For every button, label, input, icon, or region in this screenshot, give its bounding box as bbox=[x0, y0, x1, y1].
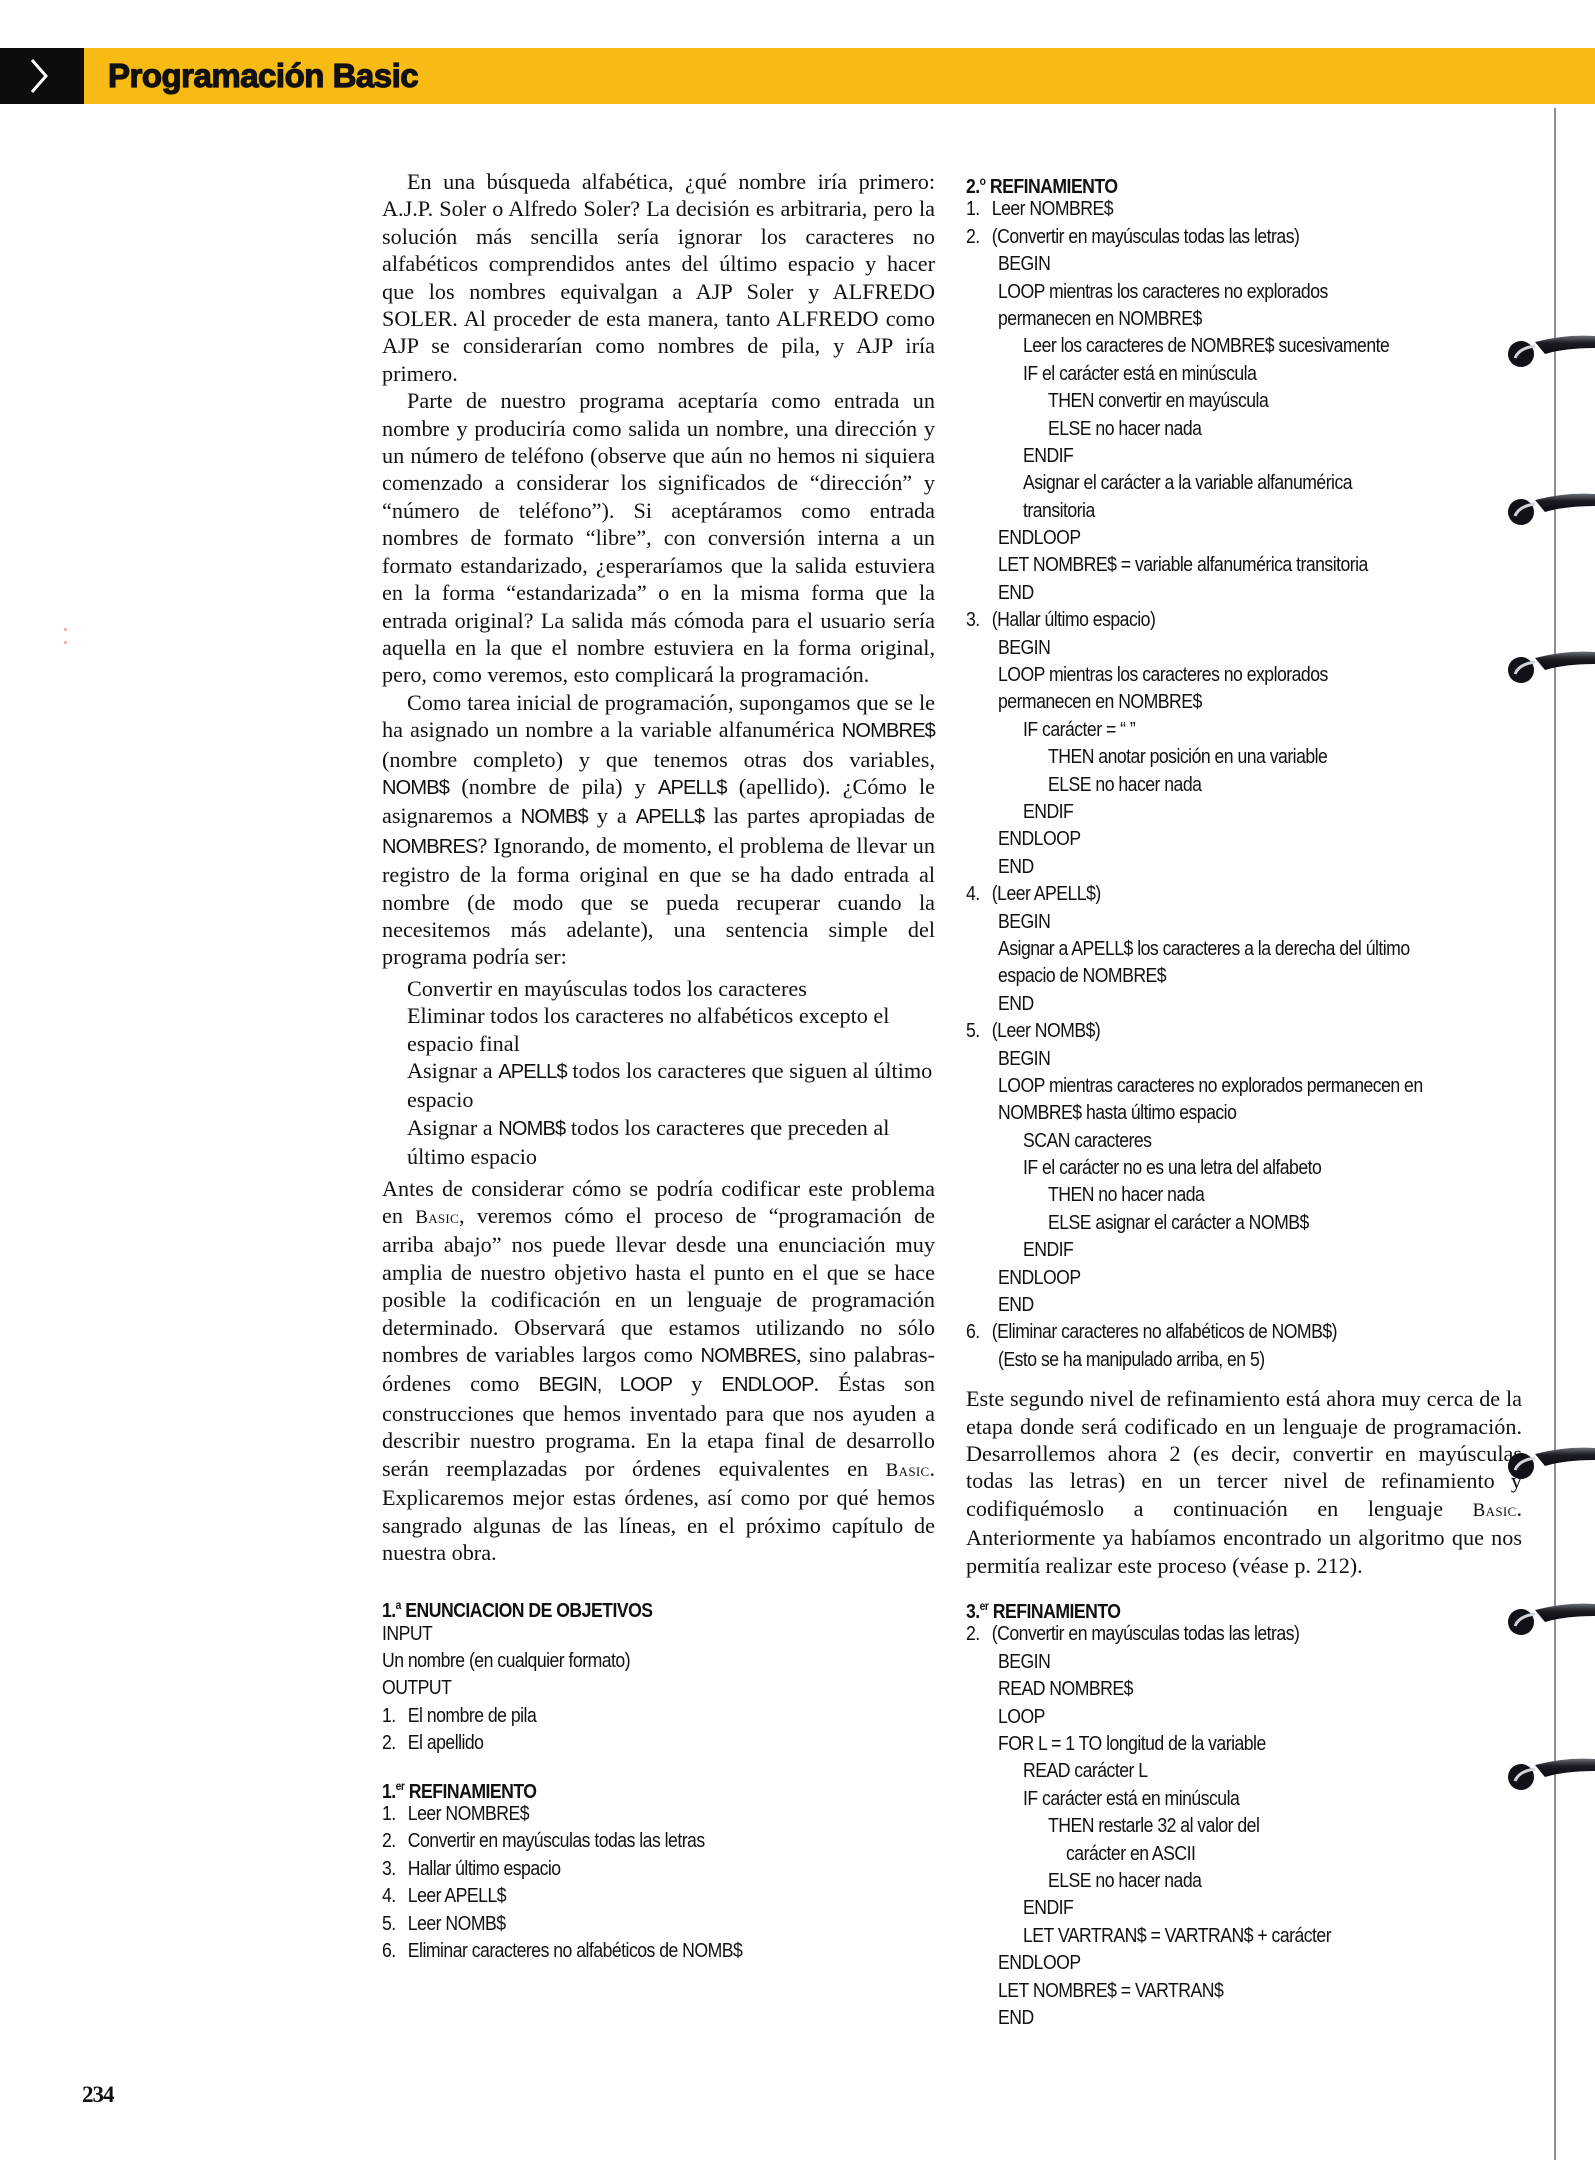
pseudocode-line: THEN convertir en mayúscula bbox=[1048, 389, 1269, 413]
pseudocode-line: READ carácter L bbox=[1023, 1759, 1148, 1783]
pseudocode-line: ENDIF bbox=[1023, 1896, 1074, 1920]
refinement-1-step: 3. Hallar último espacio bbox=[382, 1856, 561, 1880]
pseudocode-line: 6. (Eliminar caracteres no alfabéticos de NOMB$) bbox=[966, 1320, 1337, 1344]
pseudocode-line: permanecen en NOMBRE$ bbox=[998, 306, 1202, 330]
pseudocode-line: ELSE asignar el carácter a NOMB$ bbox=[1048, 1210, 1309, 1234]
refinement-1-step: 1. Leer NOMBRE$ bbox=[382, 1802, 529, 1826]
refinement-1-step: 4. Leer APELL$ bbox=[382, 1884, 507, 1908]
pseudocode-line: THEN anotar posición en una variable bbox=[1048, 745, 1328, 769]
refinement-2-block bbox=[966, 168, 1522, 1373]
header-arrow-box bbox=[0, 48, 84, 104]
paragraph-top-down: Antes de considerar cómo se podría codificar este problema en Basic, veremos cómo el proceso de “programación de arriba abajo” nos puede llevar desde una enunciación muy amplia de nuestro objetivo hasta el punto en el que se hace posible la codificación en un lenguaje de programación determinado. Observará que estamos utilizando no sólo nombres de variables largos como NOMBRES, sino palabras-órdenes como BEGIN, LOOP y ENDLOOP. Éstas son construcciones que hemos inventado para que nos ayuden a describir nuestro programa. En la etapa final de desarrollo serán reemplazadas por órdenes equivalentes en Basic. Explicaremos mejor estas órdenes, así como por qué hemos sangrado algunas de las líneas, en el próximo capítulo de nuestra obra. bbox=[382, 1175, 936, 1565]
left-column bbox=[382, 168, 935, 1964]
pseudocode-line: IF el carácter está en minúscula bbox=[1023, 361, 1257, 385]
objectives-line: OUTPUT bbox=[382, 1676, 452, 1700]
pseudocode-line: 1. Leer NOMBRE$ bbox=[966, 197, 1113, 221]
pseudocode-line: FOR L = 1 TO longitud de la variable bbox=[998, 1731, 1266, 1755]
objectives-line: INPUT bbox=[382, 1621, 433, 1645]
statement-step: Asignar a NOMB$ todos los caracteres que preceden al último espacio bbox=[407, 1114, 890, 1170]
pseudocode-line: ELSE no hacer nada bbox=[1048, 416, 1202, 440]
pseudocode-line: END bbox=[998, 991, 1034, 1015]
paragraph-variables: Como tarea inicial de programación, supongamos que se le ha asignado un nombre a la variable alfanumérica NOMBRE$ (nombre completo) y que tenemos otras dos variables, NOMB$ (nombre de pila) y APELL$ (apellido). ¿Cómo le asignaremos a NOMB$ y a APELL$ las partes apropiadas de NOMBRES? Ignorando, de momento, el problema de llevar un registro de la forma original en que se ha dado entrada al nombre (de modo que se pueda recuperar cuando la necesitemos más adelante), una sentencia simple del programa podría ser: bbox=[382, 689, 935, 970]
pseudocode-line: END bbox=[998, 580, 1034, 604]
pseudocode-line: ENDIF bbox=[1023, 1238, 1074, 1262]
objectives-item: 1. El nombre de pila bbox=[382, 1703, 537, 1727]
objectives-line: Un nombre (en cualquier formato) bbox=[382, 1649, 631, 1673]
pseudocode-line: LOOP mientras los caracteres no explorados bbox=[998, 663, 1328, 687]
pseudocode-line: Leer los caracteres de NOMBRE$ sucesivamente bbox=[1023, 334, 1390, 358]
margin-mark bbox=[64, 641, 67, 644]
pseudocode-line: BEGIN bbox=[998, 1046, 1051, 1070]
pseudocode-line: 2. (Convertir en mayúsculas todas las letras) bbox=[966, 1622, 1300, 1646]
pseudocode-line: LET NOMBRE$ = variable alfanumérica transitoria bbox=[998, 553, 1368, 577]
pseudocode-line: BEGIN bbox=[998, 252, 1051, 276]
statement-step: Asignar a APELL$ todos los caracteres que siguen al último espacio bbox=[407, 1058, 933, 1113]
refinement-1-step: 6. Eliminar caracteres no alfabéticos de NOMB$ bbox=[382, 1939, 743, 1962]
pseudocode-line: ENDLOOP bbox=[998, 1265, 1081, 1289]
objectives-block bbox=[382, 1592, 935, 1756]
pseudocode-line: LET VARTRAN$ = VARTRAN$ + carácter bbox=[1023, 1923, 1332, 1947]
refinement-1-heading: 1.$^{er}$ REFINAMIENTO bbox=[382, 1778, 537, 1803]
objectives-heading: 1.$^a$ ENUNCIACION DE OBJETIVOS bbox=[382, 1598, 653, 1623]
pseudocode-line: READ NOMBRE$ bbox=[998, 1677, 1133, 1701]
refinement-2-heading: 2.$^o$ REFINAMIENTO bbox=[966, 174, 1118, 198]
pseudocode-line: LET NOMBRE$ = VARTRAN$ bbox=[998, 1978, 1224, 2002]
pseudocode-line: IF carácter está en minúscula bbox=[1023, 1786, 1240, 1810]
paragraph-input-output: Parte de nuestro programa aceptaría como entrada un nombre y produciría como salida un nombre, una dirección y un número de teléfono (observe que aún no hemos ni siquiera comenzado a considerar los significados de “dirección” y “número de teléfono”). Si aceptáramos como entrada nombres de formato “libre”, con conversión interna a un formato estandarizado, ¿esperaríamos que la salida estuviera en la forma “estandarizada” o en la misma forma que la entrada original? La salida más cómoda para el usuario sería aquella en la que el nombre estuviera en la forma original, pero, como veremos, esto complicará la programación. bbox=[382, 388, 935, 688]
pseudocode-line: IF el carácter no es una letra del alfabeto bbox=[1023, 1156, 1322, 1180]
pseudocode-line: Asignar a APELL$ los caracteres a la derecha del último bbox=[998, 936, 1410, 960]
pseudocode-line: END bbox=[998, 1293, 1034, 1317]
pseudocode-line: carácter en ASCII bbox=[1066, 1841, 1196, 1865]
right-column bbox=[966, 168, 1522, 2031]
pseudocode-line: transitoria bbox=[1023, 498, 1095, 522]
pseudocode-line: ELSE no hacer nada bbox=[1048, 772, 1202, 796]
pseudocode-line: IF carácter = “ ” bbox=[1023, 717, 1136, 741]
simple-statement-list bbox=[407, 975, 935, 1171]
pseudocode-line: NOMBRE$ hasta último espacio bbox=[998, 1101, 1237, 1125]
pseudocode-line: LOOP mientras los caracteres no explorados bbox=[998, 279, 1328, 303]
pseudocode-line: ELSE no hacer nada bbox=[1048, 1868, 1202, 1892]
pseudocode-line: BEGIN bbox=[998, 909, 1051, 933]
pseudocode-line: SCAN caracteres bbox=[1023, 1128, 1152, 1152]
objectives-item: 2. El apellido bbox=[382, 1731, 484, 1755]
pseudocode-line: Asignar el carácter a la variable alfanumérica bbox=[1023, 471, 1353, 495]
pseudocode-line: ENDLOOP bbox=[998, 1951, 1081, 1975]
statement-step: Convertir en mayúsculas todos los caracteres bbox=[407, 975, 807, 1001]
pseudocode-line: END bbox=[998, 854, 1034, 878]
pseudocode-line: 5. (Leer NOMB$) bbox=[966, 1019, 1101, 1043]
pseudocode-line: 3. (Hallar último espacio) bbox=[966, 608, 1156, 632]
pseudocode-line: BEGIN bbox=[998, 635, 1051, 659]
pseudocode-line: ENDIF bbox=[1023, 443, 1074, 467]
pseudocode-line: permanecen en NOMBRE$ bbox=[998, 690, 1202, 714]
paragraph-intro: En una búsqueda alfabética, ¿qué nombre iría primero: A.J.P. Soler o Alfredo Soler? La decisión es arbitraria, pero la solución más sencilla sería ignorar los caracteres no alfabéticos comprendidos antes del último espacio y hacer que los nombres equivalgan a AJP Soler y ALFREDO SOLER. Al proceder de esta manera, tanto ALFREDO como AJP se considerarían como nombres de pila, y AJP iría primero. bbox=[382, 169, 935, 386]
pseudocode-line: LOOP bbox=[998, 1704, 1045, 1728]
refinement-3-heading: 3.$^{er}$ REFINAMIENTO bbox=[966, 1599, 1121, 1624]
chevron-right-icon bbox=[18, 56, 58, 96]
pseudocode-line: THEN no hacer nada bbox=[1048, 1183, 1205, 1207]
pseudocode-line: ENDIF bbox=[1023, 799, 1074, 823]
page-number: 234 bbox=[82, 2082, 114, 2107]
pseudocode-line: END bbox=[998, 2005, 1034, 2029]
page-edge-line bbox=[1554, 108, 1556, 2160]
pseudocode-line: 2. (Convertir en mayúsculas todas las letras) bbox=[966, 224, 1300, 248]
pseudocode-line: ENDLOOP bbox=[998, 827, 1081, 851]
pseudocode-line: (Esto se ha manipulado arriba, en 5) bbox=[998, 1347, 1265, 1371]
pseudocode-line: BEGIN bbox=[998, 1649, 1051, 1673]
statement-step: Eliminar todos los caracteres no alfabéticos excepto el espacio final bbox=[407, 1003, 890, 1056]
pseudocode-line: ENDLOOP bbox=[998, 526, 1081, 550]
pseudocode-line: espacio de NOMBRE$ bbox=[998, 964, 1167, 988]
refinement-3-block bbox=[966, 1593, 1522, 2031]
paragraph-second-level: Este segundo nivel de refinamiento está ahora muy cerca de la etapa donde será codificado en un lenguaje de programación. Desarrollemos ahora 2 (es decir, convertir en mayúsculas todas las letras) en un tercer nivel de refinamiento y codifiquémoslo a continuación en lenguaje Basic. Anteriormente ya habíamos encontrado un algoritmo que nos permitía realizar este proceso (véase p. 212). bbox=[966, 1386, 1522, 1578]
section-title: Programación Basic bbox=[108, 57, 419, 94]
refinement-1-block bbox=[382, 1773, 935, 1965]
refinement-1-step: 5. Leer NOMB$ bbox=[382, 1911, 506, 1935]
refinement-1-step: 2. Convertir en mayúsculas todas las letras bbox=[382, 1829, 705, 1853]
pseudocode-line: LOOP mientras caracteres no explorados permanecen en bbox=[998, 1073, 1423, 1097]
pseudocode-line: THEN restarle 32 al valor del bbox=[1048, 1814, 1260, 1838]
pseudocode-line: 4. (Leer APELL$) bbox=[966, 882, 1101, 906]
margin-mark bbox=[64, 628, 67, 631]
